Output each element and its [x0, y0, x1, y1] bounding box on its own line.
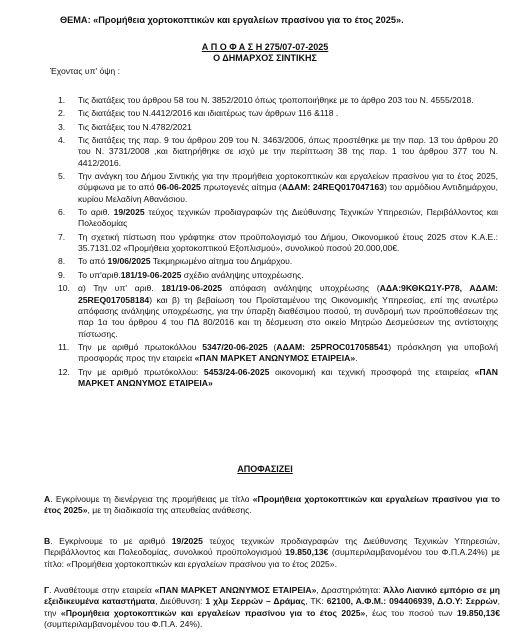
- text-run: (: [267, 341, 277, 352]
- bold-run: 19/06/2025: [107, 256, 151, 267]
- text-run: Το αριθ.: [78, 207, 114, 218]
- recital-text: [78, 367, 498, 388]
- issuer: Ο ΔΗΜΑΡΧΟΣ ΣΙΝΤΙΚΗΣ: [213, 53, 317, 64]
- decision-title: Α Π Ο Φ Α Σ Η 275/07-07-2025: [201, 42, 329, 52]
- text-run: ) πρόσκληση για υποβολή προσφοράς προς την εταιρεία: [78, 341, 499, 364]
- recital-text: [78, 207, 498, 228]
- clause-b: [44, 536, 500, 570]
- recital-text: Τις διατάξεις του άρθρου 58 του Ν. 3852/2010 όπως τροποποιήθηκε με το άρθρο 203 του Ν. 4555/2018.: [78, 95, 474, 105]
- text-run: , ΤΚ:: [305, 596, 327, 607]
- having-regard-label: Έχοντας υπ' όψη :: [50, 66, 120, 76]
- decision-header: [0, 42, 530, 65]
- clause-c: [44, 585, 500, 630]
- text-run: , έως του ποσού των: [365, 607, 457, 618]
- text-run: .: [355, 353, 358, 364]
- text-run: Την ανάγκη του Δήμου Σιντικής για την προμήθεια χορτοκοπτικών και εργαλείων πρασίνου για το έτος 2025, σύμφωνα με το από: [78, 171, 498, 193]
- bold-run: 5347/20-06-2025: [202, 341, 268, 352]
- bold-run: 181/19-06-2025: [120, 269, 182, 280]
- recital-item: [58, 122, 498, 133]
- bold-run: 19.850,13€: [285, 547, 329, 558]
- recital-item: [58, 342, 498, 365]
- bold-run: «ΠΑΝ ΜΑΡΚΕΤ ΑΝΩΝΥΜΟΣ ΕΤΑΙΡΕΙΑ»: [78, 366, 498, 388]
- bold-run: 19.850,13€: [456, 607, 500, 618]
- recital-item: [58, 207, 498, 230]
- text-run: , Διεύθυνση:: [155, 596, 206, 607]
- bold-run: «ΠΑΝ ΜΑΡΚΕΤ ΑΝΩΝΥΜΟΣ ΕΤΑΙΡΕΙΑ»: [194, 353, 356, 364]
- recital-item: [58, 256, 498, 267]
- recital-number: 4.: [58, 135, 66, 146]
- clause-letter: Α: [44, 494, 51, 504]
- recital-number: 2.: [58, 108, 66, 119]
- recital-item: [58, 232, 498, 255]
- recital-text: Τις διατάξεις της παρ. 9 του άρθρου 209 του Ν. 3463/2006, όπως προστέθηκε με την παρ. 13 του άρθρου 20 του Ν. 3731/2008 ,και διατηρήθηκε σε ισχύ με την περίπτωση 38 της παρ. 1 του άρθρου 377 του Ν. 4412/2016.: [78, 135, 498, 168]
- recital-number: 1.: [58, 95, 66, 105]
- text-run: α) Την υπ' αριθ.: [78, 283, 162, 294]
- recital-number: 8.: [58, 256, 66, 267]
- bold-run: 181/19-06-2025: [161, 283, 223, 294]
- bold-run: 19/2025: [171, 536, 203, 546]
- bold-run: ΑΔΑΜ: 25PROC017058541: [276, 341, 389, 352]
- recital-text: Τη σχετική πίστωση που γράφτηκε στον προϋπολογισμό του Δήμου, Οικονομικού έτους 2025 στον Κ.Α.Ε.: 35.7131.02 «Προμήθεια χορτοκοπτικού Εξοπλισμού», συνολικού ποσού 20.000,00€.: [78, 231, 498, 254]
- recital-item: [58, 367, 498, 390]
- recital-text: [78, 342, 498, 363]
- recital-text: [78, 270, 304, 280]
- recital-item: [58, 108, 498, 119]
- bold-run: 19/2025: [113, 207, 145, 218]
- recital-item: [58, 171, 498, 205]
- bold-run: 06-06-2025: [156, 182, 201, 193]
- recital-text: [78, 256, 292, 266]
- text-run: . Αναθέτουμε στην εταιρεία: [49, 585, 155, 595]
- text-run: πρωτογενές αίτημα (: [200, 182, 282, 193]
- text-run: Την με αριθμό πρωτοκόλλου: [78, 341, 203, 352]
- recital-text: Τις διατάξεις του Ν.4412/2016 και ιδιαιτέρως των άρθρων 116 &118 .: [78, 108, 339, 119]
- recital-item: [58, 95, 498, 106]
- bold-run: «Προμήθεια χορτοκοπτικών και εργαλείων πρασίνου για το έτος 2025»: [44, 494, 500, 516]
- text-run: σχέδιο ανάληψης υποχρέωσης.: [181, 269, 304, 280]
- bold-run: 1 χλμ Σερρών – Δράμας: [205, 596, 306, 607]
- text-run: Την με αριθμό πρωτόκολλου:: [78, 366, 204, 377]
- clause-a: [44, 494, 500, 517]
- recital-number: 12.: [58, 366, 70, 377]
- text-run: , με τη διαδικασία της απευθείας ανάθεσης.: [87, 505, 252, 516]
- recital-number: 11.: [58, 341, 70, 352]
- bold-run: 5453/24-06-2025: [203, 366, 270, 377]
- recital-text: [78, 171, 498, 204]
- text-run: Το από: [78, 256, 108, 267]
- recital-number: 9.: [58, 269, 66, 280]
- decides-heading: ΑΠΟΦΑΣΙΖΕΙ: [237, 464, 293, 474]
- subject-line: ΘΕΜΑ: «Προμήθεια χορτοκοπτικών και εργαλείων πρασίνου για το έτος 2025».: [60, 15, 404, 25]
- recital-text: Τις διατάξεις του Ν.4782/2021: [78, 121, 192, 132]
- text-run: οικονομική και τεχνική προσφορά της εταιρείας: [269, 366, 475, 377]
- bold-run: «Προμήθεια χορτοκοπτικών και εργαλείων πρασίνου για το έτος 2025»: [60, 607, 366, 618]
- text-run: ) και β) τη βεβαίωση του Προϊσταμένου της Οικονομικής Υπηρεσίας, επί της ανωτέρω απόφασης ανάληψης υποχρέωσης, για την ύπαρξη διαθέσιμου ποσού, τη συνδρομή των προϋποθέσεων της παρ 1α του άρθρου 4 του ΠΔ 80/2016 και τη δέσμευση στο οικείο Μητρώο Δεσμεύσεων της αντίστοιχης πίστωσης.: [78, 294, 498, 339]
- text-run: ) του αρμόδιου Αντιδημάρχου, κυρίου Μελαδίνη Αθανάσιου.: [78, 182, 498, 204]
- recital-text: [78, 283, 498, 338]
- recital-number: 6.: [58, 207, 66, 218]
- text-run: , Δραστηριότητα:: [316, 585, 384, 595]
- text-run: Το υπ'αριθ.: [78, 269, 121, 280]
- bold-run: 62100, Α.Φ.Μ.: 094406939, Δ.Ο.Υ: Σερρών: [326, 596, 498, 607]
- text-run: . Εγκρίνουμε το με αριθμό: [50, 536, 172, 546]
- text-run: . Εγκρίνουμε τη διενέργεια της προμήθειας με τίτλο: [50, 494, 253, 504]
- recital-item: [58, 270, 498, 281]
- text-run: (συμπεριλαμβανομένου του Φ.Π.Α. 24%).: [44, 619, 203, 630]
- text-run: απόφαση ανάληψης υποχρέωσης (: [222, 283, 380, 294]
- bold-run: ΑΔΑ:9ΚΘΚΩ1Υ-Ρ78, ΑΔΑΜ: 25REQ017058184: [78, 283, 498, 305]
- recital-number: 5.: [58, 171, 66, 182]
- text-run: τεύχος τεχνικών προδιαγραφών της Διεύθυνσης Τεχνικών Υπηρεσιών, Περιβάλλοντος και Πολεοδομίας: [78, 207, 498, 229]
- recital-number: 3.: [58, 121, 66, 132]
- recital-number: 10.: [58, 283, 70, 294]
- recital-item: [58, 135, 498, 169]
- recital-item: [58, 283, 498, 340]
- bold-run: «ΠΑΝ ΜΑΡΚΕΤ ΑΝΩΝΥΜΟΣ ΕΤΑΙΡΕΙΑ»: [154, 585, 317, 595]
- recitals-list: [58, 95, 498, 391]
- recital-number: 7.: [58, 231, 66, 242]
- text-run: Τεκμηριωμένο αίτημα του Δημάρχου.: [150, 256, 293, 267]
- clause-letter: Β: [44, 536, 51, 546]
- bold-run: ΑΔΑΜ: 24REQ017047163: [281, 182, 385, 193]
- text-run: (συμπεριλαμβανομένου του Φ.Π.Α.24%) με τίτλο: «Προμήθεια χορτοκοπτικών και εργαλείων πρασίνου για το έτος 2025».: [44, 547, 500, 569]
- bold-run: Άλλο Λιανικό εμπόριο σε μη εξειδικευμένα καταστήματα: [44, 585, 500, 607]
- clause-letter: Γ: [44, 585, 50, 595]
- text-run: , την: [44, 596, 501, 618]
- text-run: τεύχος τεχνικών προδιαγραφών της Διεύθυνσης Τεχνικών Υπηρεσιών, Περιβάλλοντος και Πολεοδομίας, συνολικού προϋπολογισμού: [44, 536, 500, 558]
